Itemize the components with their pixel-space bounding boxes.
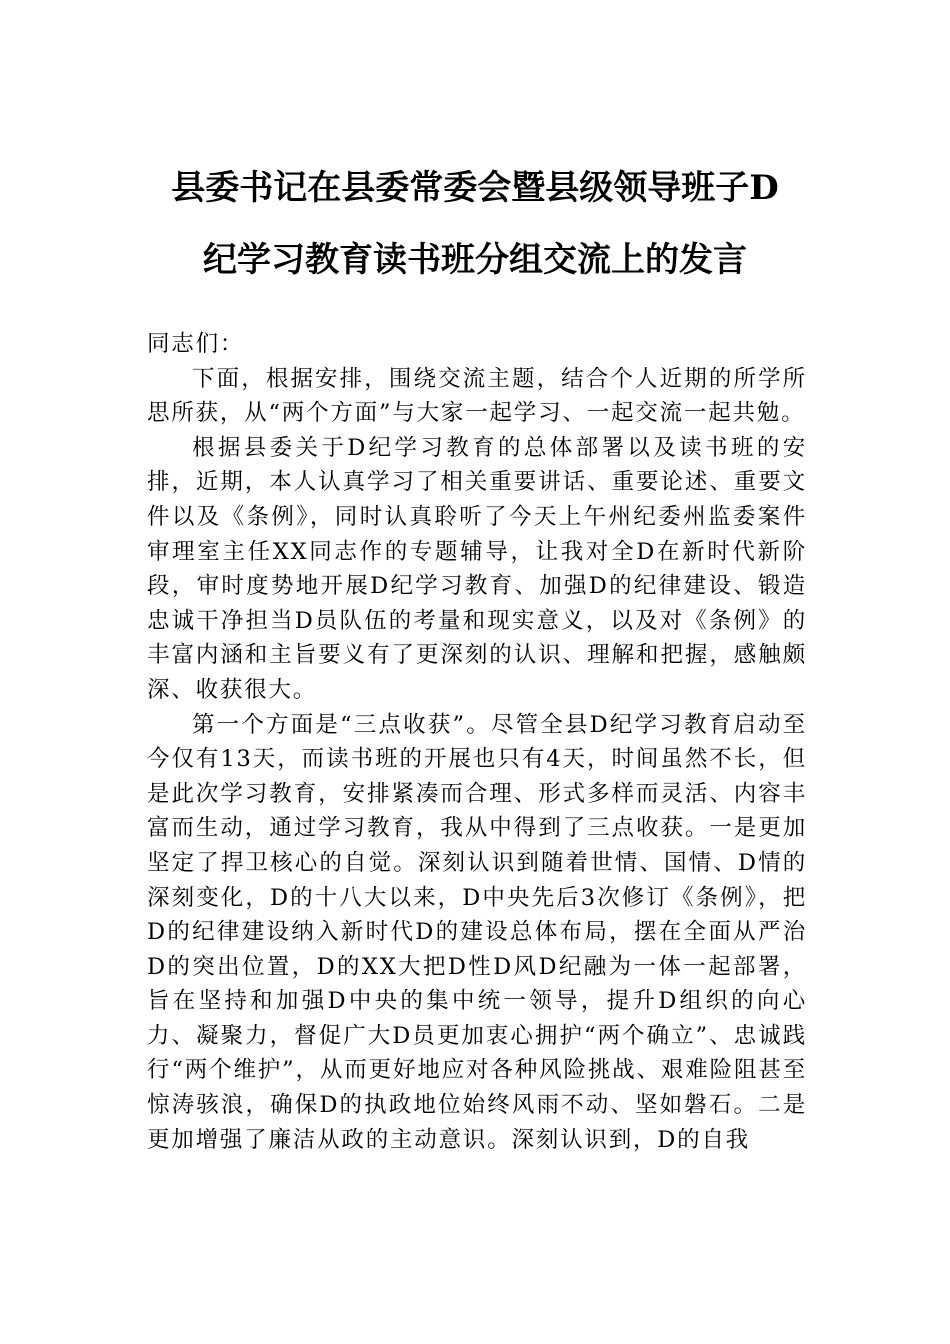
paragraph-3: 第一个方面是“三点收获”。尽管全县D纪学习教育启动至今仅有13天，而读书班的开展也只有4天，时间虽然不长，但是此次学习教育，安排紧凑而合理、形式多样而灵活、内容丰富而生动，通过学习教育，我从中得到了三点收获。一是更加坚定了捍卫核心的自觉。深刻认识到随着世情、国情、D情的深刻变化，D的十八大以来，D中央先后3次修订《条例》，把D的纪律建设纳入新时代D的建设总体布局，摆在全面从严治D的突出位置，D的XX大把D性D风D纪融为一体一起部署，旨在坚持和加强D中央的集中统一领导，提升D组织的向心力、凝聚力，督促广大D员更加衷心拥护“两个确立”、忠诚践行“两个维护”，从而更好地应对各种风险挑战、艰难险阻甚至惊涛骇浪，确保D的执政地位始终风雨不动、坚如磐石。二是更加增强了廉洁从政的主动意识。深刻认识到，D的自我 (147, 711, 807, 1153)
document-title (120, 152, 830, 296)
document-body (147, 327, 807, 1157)
paragraph-1: 下面，根据安排，围绕交流主题，结合个人近期的所学所思所获，从“两个方面”与大家一起学习、一起交流一起共勉。 (147, 365, 807, 427)
salutation: 同志们： (147, 331, 245, 357)
paragraph-2: 根据县委关于D纪学习教育的总体部署以及读书班的安排，近期，本人认真学习了相关重要讲话、重要论述、重要文件以及《条例》，同时认真聆听了今天上午州纪委州监委案件审理室主任XX同志作的专题辅导，让我对全D在新时代新阶段，审时度势地开展D纪学习教育、加强D的纪律建设、锻造忠诚干净担当D员队伍的考量和现实意义，以及对《条例》的丰富内涵和主旨要义有了更深刻的认识、理解和把握，感触颇深、收获很大。 (147, 434, 807, 703)
title-line-1: 县委书记在县委常委会暨县级领导班子D (171, 168, 779, 208)
title-line-2: 纪学习教育读书班分组交流上的发言 (203, 240, 747, 280)
